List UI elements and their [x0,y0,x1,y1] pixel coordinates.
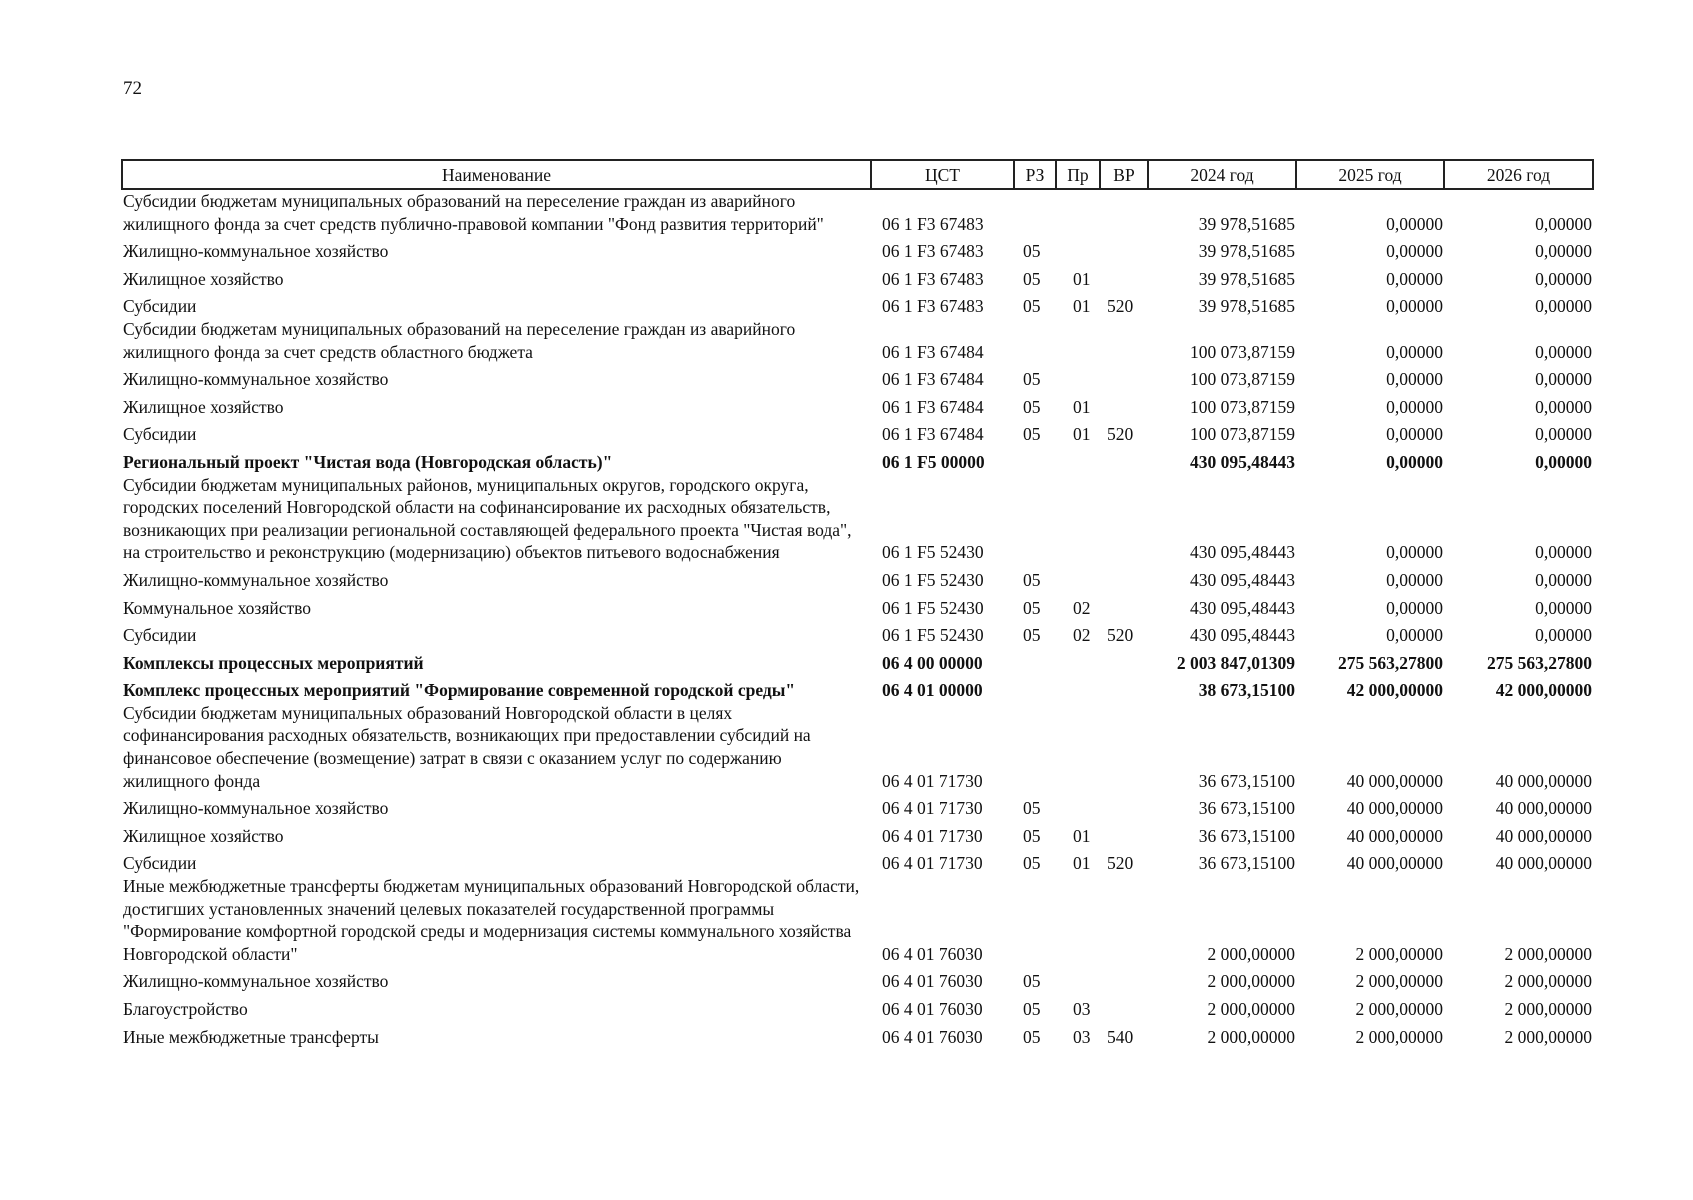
cell-2024: 39 978,51685 [1198,268,1295,289]
table-row [122,363,1593,391]
header-rz: РЗ [1014,160,1056,189]
cell-pr: 03 [1073,1026,1091,1047]
cell-name: Субсидии [123,625,197,646]
cell-name: Жилищно-коммунальное хозяйство [123,369,389,390]
cell-rz [1014,875,1056,965]
cell-vr: 520 [1107,424,1134,445]
cell-name: Жилищно-коммунальное хозяйство [123,241,389,262]
cell-cst: 06 4 01 76030 [882,1026,983,1047]
cell-2026: 0,00000 [1535,241,1592,262]
cell-2024: 2 000,00000 [1207,999,1295,1019]
table-row [122,391,1593,419]
cell-2024: 39 978,51685 [1198,213,1295,234]
cell-name: Жилищно-коммунальное хозяйство [123,798,389,819]
header-cst: ЦСТ [871,160,1014,189]
cell-vr [1100,965,1148,993]
cell-name: Субсидии бюджетам муниципальных образований на переселение граждан из аварийного жилищного фонда за счет средств областного бюджета [123,318,796,362]
cell-2025: 40 000,00000 [1346,825,1443,846]
cell-2024: 36 673,15100 [1198,825,1295,846]
cell-2025: 0,00000 [1386,268,1443,289]
table-row [122,592,1593,620]
cell-2024: 2 000,00000 [1207,971,1295,992]
cell-name: Субсидии [123,424,197,445]
cell-2025: 0,00000 [1386,451,1443,472]
cell-name: Субсидии бюджетам муниципальных районов, муниципальных округов, городского округа, городских поселений Новгородской области на софинансирование их расходных обязательств, возникающих при реализации региональной составляющей федерального проекта "Чистая вода", на строительство и реконструкцию (модернизацию) объектов питьевого водоснабжения [123,474,852,563]
cell-name: Жилищное хозяйство [123,825,284,846]
cell-2026: 0,00000 [1535,396,1592,417]
cell-rz [1014,647,1056,675]
table-row [122,619,1593,647]
cell-rz [1014,702,1056,792]
cell-cst: 06 1 F3 67484 [882,396,984,417]
cell-2024: 39 978,51685 [1198,296,1295,317]
table-row [122,847,1593,875]
cell-2026: 2 000,00000 [1504,943,1592,964]
cell-rz: 05 [1023,268,1041,289]
cell-2026: 2 000,00000 [1504,999,1592,1019]
cell-name: Субсидии [123,296,197,317]
cell-2025: 40 000,00000 [1346,770,1443,791]
cell-2025: 0,00000 [1386,341,1443,362]
cell-2025: 0,00000 [1386,369,1443,390]
cell-2025: 275 563,27800 [1338,652,1443,673]
cell-vr: 520 [1107,625,1134,646]
cell-cst: 06 1 F5 52430 [882,569,984,590]
cell-2025: 0,00000 [1386,213,1443,234]
cell-name: Жилищно-коммунальное хозяйство [123,569,389,590]
cell-name: Благоустройство [123,999,248,1019]
cell-pr: 02 [1073,625,1091,646]
cell-cst: 06 1 F3 67483 [882,296,984,317]
cell-2026: 2 000,00000 [1504,1026,1592,1047]
cell-name: Иные межбюджетные трансферты [123,1026,379,1047]
cell-2024: 2 000,00000 [1207,1026,1295,1047]
cell-name: Иные межбюджетные трансферты бюджетам муниципальных образований Новгородской области, достигших установленных значений целевых показателей государственной программы "Формирование комфортной городской среды и модернизация системы коммунального хозяйства Новгородской области" [123,876,860,964]
cell-cst: 06 1 F5 52430 [882,625,984,646]
page-number: 72 [123,78,142,99]
table-body [122,189,1593,1048]
cell-2024: 430 095,48443 [1190,451,1295,472]
cell-2024: 100 073,87159 [1190,396,1295,417]
cell-2025: 2 000,00000 [1355,999,1443,1019]
table-row [122,474,1593,564]
cell-name: Коммунальное хозяйство [123,597,312,618]
cell-rz: 05 [1023,798,1041,819]
header-2024: 2024 год [1148,160,1296,189]
table-row [122,875,1593,965]
table-row [122,564,1593,592]
cell-vr [1100,189,1148,235]
cell-cst: 06 4 01 76030 [882,943,983,964]
cell-2024: 39 978,51685 [1198,241,1295,262]
cell-2025: 0,00000 [1386,296,1443,317]
cell-2025: 0,00000 [1386,569,1443,590]
cell-pr [1056,363,1100,391]
cell-2026: 0,00000 [1535,341,1592,362]
cell-vr: 520 [1107,853,1134,874]
cell-pr [1056,189,1100,235]
cell-pr [1056,446,1100,474]
cell-pr: 01 [1073,296,1091,317]
cell-2025: 2 000,00000 [1355,943,1443,964]
cell-pr [1056,318,1100,363]
cell-rz: 05 [1023,396,1041,417]
cell-2024: 38 673,15100 [1198,680,1295,701]
cell-pr: 01 [1073,268,1091,289]
cell-cst: 06 1 F3 67483 [882,213,984,234]
cell-rz: 05 [1023,424,1041,445]
cell-cst: 06 4 01 71730 [882,770,983,791]
cell-pr [1056,474,1100,564]
cell-rz [1014,674,1056,702]
cell-vr [1100,363,1148,391]
cell-pr: 01 [1073,853,1091,874]
cell-2025: 0,00000 [1386,597,1443,618]
cell-rz: 05 [1023,853,1041,874]
cell-cst: 06 4 01 76030 [882,971,983,992]
cell-vr [1100,446,1148,474]
cell-cst: 06 1 F3 67484 [882,369,984,390]
table-row [122,263,1593,291]
cell-cst: 06 1 F3 67484 [882,424,984,445]
table-row [122,674,1593,702]
cell-rz: 05 [1023,971,1041,992]
cell-pr [1056,965,1100,993]
cell-name: Региональный проект "Чистая вода (Новгородская область)" [123,451,613,472]
cell-2026: 0,00000 [1535,213,1592,234]
cell-2024: 36 673,15100 [1198,853,1295,874]
cell-vr [1100,318,1148,363]
cell-2024: 430 095,48443 [1190,625,1295,646]
cell-2026: 40 000,00000 [1495,770,1592,791]
cell-2025: 42 000,00000 [1346,680,1443,701]
cell-2024: 2 000,00000 [1207,943,1295,964]
cell-vr [1100,564,1148,592]
table-row [122,290,1593,318]
cell-vr [1100,647,1148,675]
cell-vr [1100,592,1148,620]
table-row [122,993,1593,1021]
cell-pr [1056,875,1100,965]
cell-2026: 40 000,00000 [1495,853,1592,874]
cell-cst: 06 1 F5 52430 [882,597,984,618]
cell-vr: 540 [1107,1026,1134,1047]
cell-name: Комплексы процессных мероприятий [123,652,424,673]
cell-rz: 05 [1023,241,1041,262]
cell-2026: 275 563,27800 [1487,652,1592,673]
cell-2025: 0,00000 [1386,424,1443,445]
cell-pr: 02 [1073,597,1091,618]
table-header-row [122,160,1593,189]
cell-vr [1100,391,1148,419]
cell-name: Комплекс процессных мероприятий "Формирование современной городской среды" [123,680,796,701]
cell-2026: 0,00000 [1535,625,1592,646]
cell-cst: 06 1 F5 52430 [882,542,984,563]
cell-2026: 0,00000 [1535,424,1592,445]
cell-2024: 430 095,48443 [1190,569,1295,590]
cell-2026: 0,00000 [1535,296,1592,317]
cell-2024: 2 003 847,01309 [1176,652,1295,673]
cell-cst: 06 4 01 00000 [882,680,983,701]
header-name: Наименование [122,160,871,189]
cell-rz [1014,318,1056,363]
cell-rz [1014,189,1056,235]
cell-2025: 40 000,00000 [1346,798,1443,819]
cell-2024: 100 073,87159 [1190,424,1295,445]
cell-cst: 06 1 F3 67484 [882,341,984,362]
cell-vr [1100,263,1148,291]
cell-rz: 05 [1023,296,1041,317]
cell-vr [1100,792,1148,820]
header-vr: ВР [1100,160,1148,189]
cell-vr: 520 [1107,296,1134,317]
cell-pr [1056,647,1100,675]
cell-pr [1056,235,1100,263]
header-pr: Пр [1056,160,1100,189]
cell-rz: 05 [1023,1026,1041,1047]
cell-vr [1100,820,1148,848]
cell-2024: 430 095,48443 [1190,597,1295,618]
cell-vr [1100,875,1148,965]
table-row [122,820,1593,848]
cell-2025: 40 000,00000 [1346,853,1443,874]
cell-2026: 40 000,00000 [1495,798,1592,819]
table-row [122,318,1593,363]
cell-name: Жилищное хозяйство [123,268,284,289]
cell-cst: 06 4 01 71730 [882,798,983,819]
cell-vr [1100,674,1148,702]
cell-2025: 2 000,00000 [1355,971,1443,992]
cell-2026: 0,00000 [1535,369,1592,390]
cell-rz: 05 [1023,625,1041,646]
cell-2026: 0,00000 [1535,451,1592,472]
cell-2024: 36 673,15100 [1198,770,1295,791]
cell-2026: 0,00000 [1535,597,1592,618]
cell-vr [1100,474,1148,564]
cell-name: Субсидии [123,853,197,874]
cell-name: Субсидии бюджетам муниципальных образований Новгородской области в целях софинансирования расходных обязательств, возникающих при предоставлении субсидий на финансовое обеспечение (возмещение) затрат в связи с оказанием услуг по содержанию жилищного фонда [123,702,811,791]
cell-2024: 36 673,15100 [1198,798,1295,819]
cell-rz: 05 [1023,569,1041,590]
cell-2026: 42 000,00000 [1495,680,1592,701]
cell-name: Жилищно-коммунальное хозяйство [123,971,389,992]
cell-pr [1056,702,1100,792]
cell-cst: 06 4 01 71730 [882,825,983,846]
cell-2024: 100 073,87159 [1190,369,1295,390]
budget-table [121,159,1594,1048]
cell-name: Субсидии бюджетам муниципальных образований на переселение граждан из аварийного жилищного фонда за счет средств публично-правовой компании "Фонд развития территорий" [123,191,824,234]
table-row [122,702,1593,792]
cell-2026: 40 000,00000 [1495,825,1592,846]
cell-2025: 0,00000 [1386,625,1443,646]
cell-cst: 06 4 01 71730 [882,853,983,874]
cell-cst: 06 1 F3 67483 [882,268,984,289]
table-row [122,235,1593,263]
cell-cst: 06 4 00 00000 [882,652,983,673]
table-row [122,792,1593,820]
cell-pr: 01 [1073,825,1091,846]
cell-rz: 05 [1023,999,1041,1019]
cell-vr [1100,993,1148,1021]
cell-rz: 05 [1023,825,1041,846]
header-2026: 2026 год [1444,160,1593,189]
cell-cst: 06 4 01 76030 [882,999,983,1019]
table-row [122,965,1593,993]
cell-2025: 0,00000 [1386,241,1443,262]
table-row [122,189,1593,235]
cell-pr: 03 [1073,999,1091,1019]
cell-pr: 01 [1073,424,1091,445]
cell-name: Жилищное хозяйство [123,396,284,417]
cell-2026: 2 000,00000 [1504,971,1592,992]
cell-vr [1100,702,1148,792]
cell-cst: 06 1 F3 67483 [882,241,984,262]
cell-pr [1056,564,1100,592]
table-row [122,647,1593,675]
cell-2024: 430 095,48443 [1190,542,1295,563]
cell-2026: 0,00000 [1535,268,1592,289]
table-row [122,1021,1593,1049]
table-row [122,418,1593,446]
cell-cst: 06 1 F5 00000 [882,451,985,472]
cell-pr [1056,674,1100,702]
header-2025: 2025 год [1296,160,1444,189]
cell-pr [1056,792,1100,820]
cell-rz: 05 [1023,369,1041,390]
cell-2026: 0,00000 [1535,542,1592,563]
cell-2025: 0,00000 [1386,542,1443,563]
cell-vr [1100,235,1148,263]
cell-2026: 0,00000 [1535,569,1592,590]
cell-rz [1014,446,1056,474]
table-row [122,446,1593,474]
cell-2025: 2 000,00000 [1355,1026,1443,1047]
cell-pr: 01 [1073,396,1091,417]
cell-2024: 100 073,87159 [1190,341,1295,362]
cell-rz [1014,474,1056,564]
cell-rz: 05 [1023,597,1041,618]
cell-2025: 0,00000 [1386,396,1443,417]
